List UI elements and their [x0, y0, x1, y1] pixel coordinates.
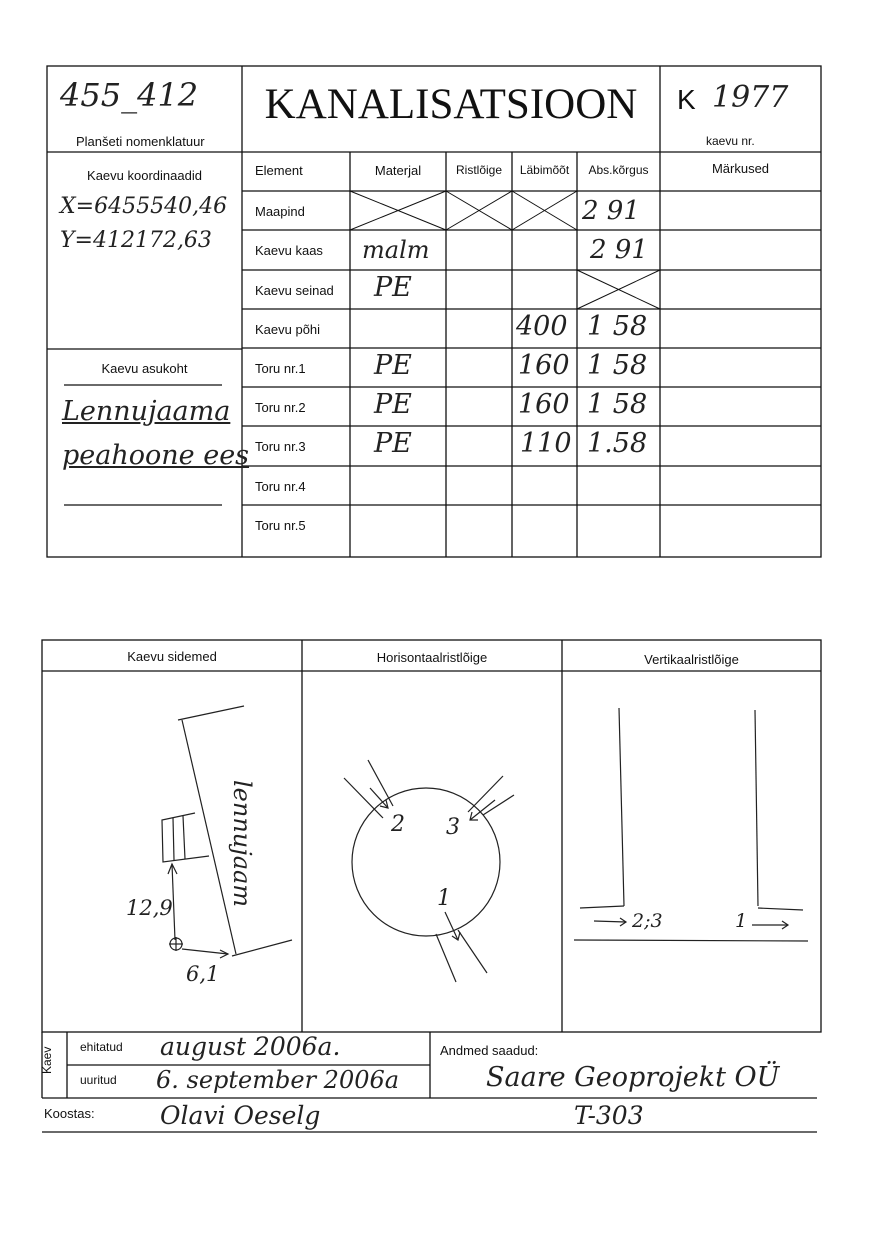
coordinates-label: Kaevu koordinaadid — [87, 168, 202, 183]
horisontaal-label: Horisontaalristlõige — [376, 650, 488, 665]
ehitatud-label: ehitatud — [80, 1040, 123, 1054]
document-code: T-303 — [574, 1101, 644, 1130]
flow-right-label: 1 — [735, 910, 748, 932]
row-korgus: 2 91 — [590, 235, 648, 265]
coordinate-y: Y=412172,63 — [60, 228, 212, 253]
horizontal-section-sketch — [344, 760, 514, 982]
col-element: Element — [255, 163, 303, 178]
col-materjal: Materjal — [374, 163, 422, 178]
col-abs-korgus: Abs.kõrgus — [588, 163, 649, 177]
row-element: Kaevu põhi — [255, 322, 321, 337]
row-korgus: 1 58 — [587, 389, 648, 420]
ehitatud-value: august 2006a. — [160, 1032, 341, 1061]
building-label: lennujaam — [228, 780, 256, 908]
col-markused: Märkused — [711, 161, 770, 176]
page-title: KANALISATSIOON — [264, 81, 638, 128]
kaev-label: Kaev — [40, 1046, 54, 1074]
row-materjal: PE — [374, 350, 412, 381]
nomenclature-value: 455_412 — [60, 76, 199, 114]
row-labimoot: 400 — [516, 311, 568, 342]
andmed-label: Andmed saadud: — [440, 1043, 539, 1058]
row-element: Maapind — [255, 204, 305, 219]
location-line-2: peahoone ees — [62, 440, 250, 471]
flow-left-label: 2;3 — [632, 910, 663, 932]
row-korgus: 1 58 — [587, 311, 648, 342]
row-element: Toru nr.1 — [255, 361, 306, 376]
row-korgus: 1.58 — [587, 428, 648, 459]
location-line-1: Lennujaama — [62, 396, 231, 427]
row-materjal: malm — [362, 236, 430, 264]
andmed-value: Saare Geoprojekt OÜ — [486, 1062, 780, 1093]
row-korgus: 1 58 — [587, 350, 648, 381]
distance-vertical: 12,9 — [126, 896, 173, 920]
row-materjal: PE — [374, 389, 412, 420]
well-number: 1977 — [712, 80, 789, 115]
row-labimoot: 110 — [520, 428, 572, 459]
row-element: Toru nr.3 — [255, 439, 306, 454]
row-element: Toru nr.4 — [255, 479, 306, 494]
well-number-label: kaevu nr. — [706, 134, 755, 148]
row-materjal: PE — [374, 428, 412, 459]
row-element: Toru nr.5 — [255, 518, 306, 533]
row-element: Toru nr.2 — [255, 400, 306, 415]
koostas-label: Koostas: — [44, 1106, 95, 1121]
uuritud-label: uuritud — [80, 1073, 117, 1087]
pipe-1-label: 1 — [437, 886, 451, 911]
sidemed-label: Kaevu sidemed — [127, 649, 217, 664]
pipe-3-label: 3 — [446, 815, 460, 840]
row-element: Kaevu kaas — [255, 243, 323, 258]
nomenclature-label: Planšeti nomenklatuur — [76, 134, 205, 149]
vertikaal-label: Vertikaalristlõige — [644, 652, 739, 667]
pipe-2-label: 2 — [391, 812, 405, 837]
location-label: Kaevu asukoht — [101, 361, 188, 376]
distance-horizontal: 6,1 — [186, 962, 220, 986]
row-labimoot: 160 — [518, 389, 570, 420]
row-element: Kaevu seinad — [255, 283, 334, 298]
row-materjal: PE — [374, 272, 412, 303]
coordinate-x: X=6455540,46 — [60, 194, 228, 219]
site-sketch — [162, 706, 292, 958]
row-labimoot: 160 — [518, 350, 570, 381]
vertical-section-sketch — [574, 708, 808, 941]
koostas-value: Olavi Oeselg — [160, 1101, 321, 1130]
well-prefix: K — [677, 84, 696, 115]
uuritud-value: 6. september 2006a — [156, 1066, 400, 1094]
col-ristloige: Ristlõige — [455, 163, 503, 177]
row-korgus: 2 91 — [582, 196, 640, 226]
col-labimoot: Läbimõõt — [519, 163, 570, 177]
